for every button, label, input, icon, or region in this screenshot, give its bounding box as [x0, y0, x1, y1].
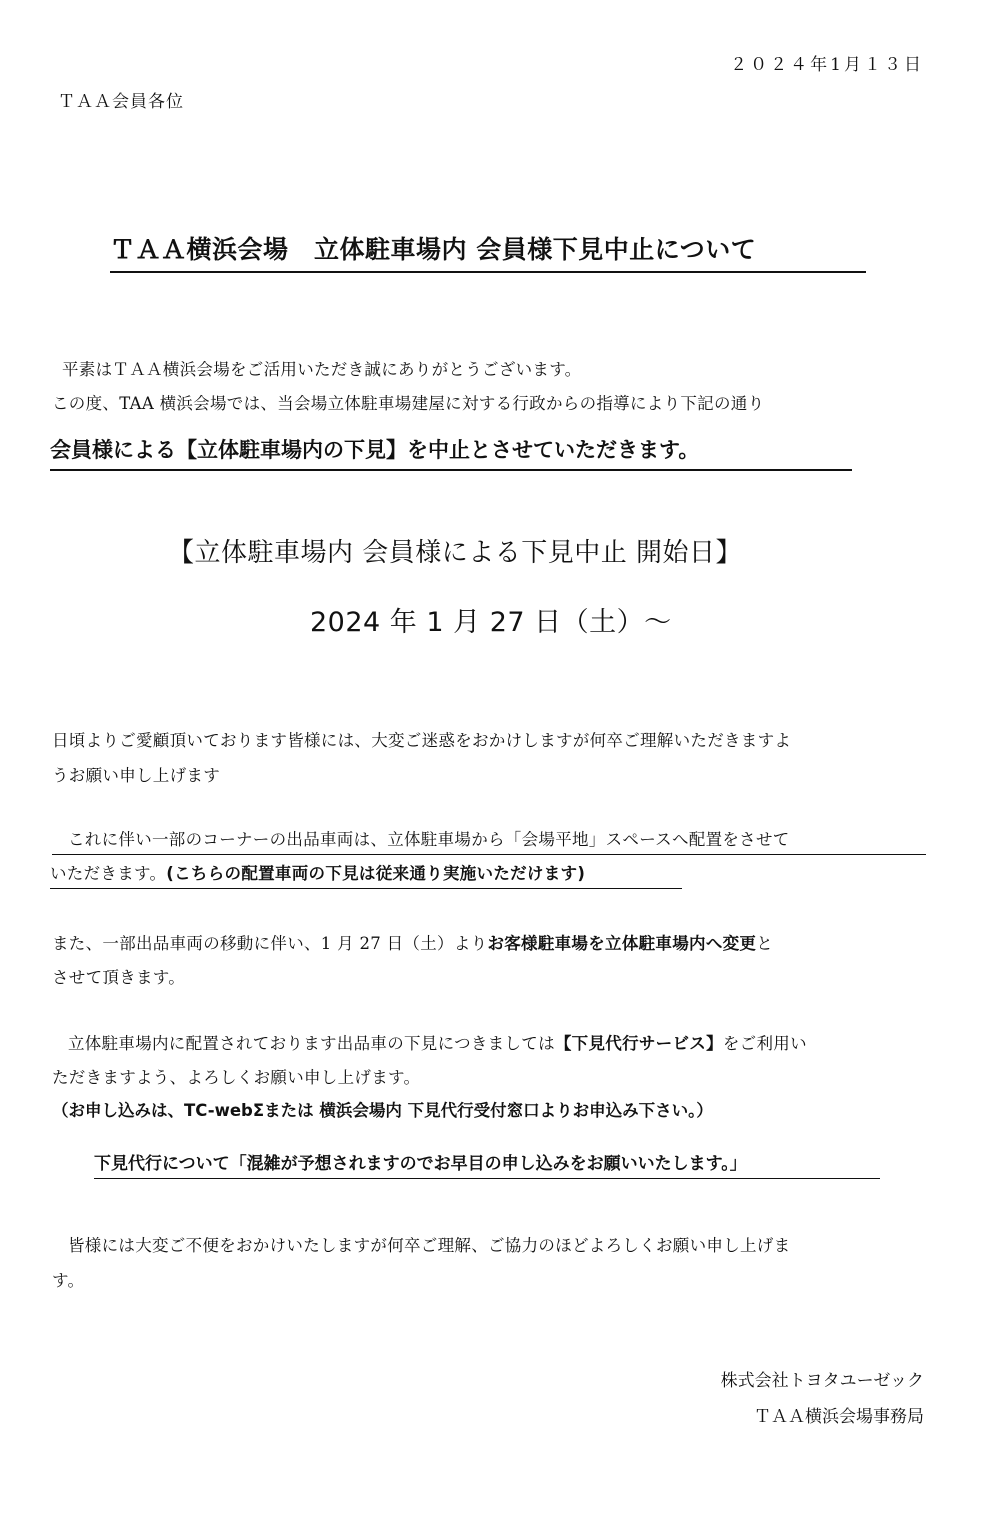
- start-heading: 【立体駐車場内 会員様による下見中止 開始日】: [168, 538, 743, 568]
- apology-line-1: 日頃よりご愛顧頂いております皆様には、大変ご迷惑をおかけしますが何卒ご理解いただきますよ: [52, 731, 792, 750]
- closing-line-2: す。: [52, 1271, 85, 1290]
- relocation-line-1: これに伴い一部のコーナーの出品車両は、立体駐車場から「会場平地」スペースへ配置をさせて: [52, 826, 926, 855]
- relocation-line-2-bold: (こちらの配置車両の下見は従来通り実施いただけます): [166, 864, 586, 883]
- apology-line-2: うお願い申し上げます: [52, 766, 220, 785]
- intro-emphasis: 会員様による【立体駐車場内の下見】を中止とさせていただきます。: [50, 434, 852, 471]
- service-line-3: （お申し込みは、TC-webΣまたは 横浜会場内 下見代行受付窓口よりお申込み下さい。）: [52, 1101, 713, 1120]
- parking-line-1: [52, 930, 773, 954]
- relocation-line-2: [50, 860, 682, 889]
- parking-line-1-end: と: [756, 934, 774, 953]
- service-line-1-end: をご利用い: [722, 1034, 807, 1053]
- signature-office: ＴＡＡ横浜会場事務局: [754, 1407, 924, 1427]
- service-line-2: ただきますよう、よろしくお願い申し上げます。: [52, 1068, 421, 1087]
- signature-company: 株式会社トヨタユーゼック: [720, 1371, 924, 1391]
- intro-line-2: この度、TAA 横浜会場では、当会場立体駐車場建屋に対する行政からの指導により下記の通り: [52, 394, 765, 413]
- recipient: ＴＡＡ会員各位: [58, 92, 184, 112]
- intro-line-1: 平素はＴＡＡ横浜会場をご活用いただき誠にありがとうございます。: [62, 360, 582, 379]
- closing-line-1: 皆様には大変ご不便をおかけいたしますが何卒ご理解、ご協力のほどよろしくお願い申し上げま: [68, 1236, 791, 1255]
- service-line-1-plain: 立体駐車場内に配置されております出品車の下見につきましては: [68, 1034, 555, 1053]
- service-line-1: [68, 1030, 807, 1054]
- service-notice: 下見代行について「混雑が予想されますのでお早目の申し込みをお願いいたします。」: [94, 1149, 880, 1179]
- document-title: ＴＡＡ横浜会場 立体駐車場内 会員様下見中止について: [110, 230, 866, 273]
- parking-line-1-bold: お客様駐車場を立体駐車場内へ変更: [487, 934, 757, 953]
- start-date: 2024 年 1 月 27 日（土）～: [310, 607, 672, 638]
- document-date: ２０２４年1月１３日: [730, 55, 924, 75]
- parking-line-1-plain: また、一部出品車両の移動に伴い、1 月 27 日（土）より: [52, 934, 488, 953]
- relocation-line-2-plain: いただきます。: [50, 864, 167, 883]
- parking-line-2: させて頂きます。: [52, 968, 186, 987]
- service-line-1-bold: 【下見代行サービス】: [554, 1034, 723, 1053]
